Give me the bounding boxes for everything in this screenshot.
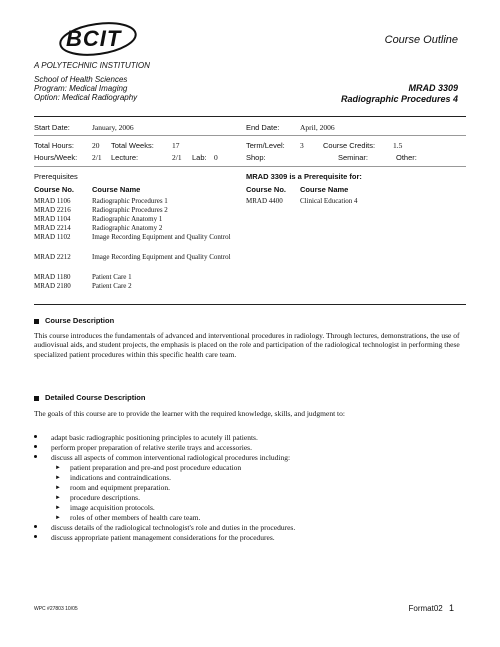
course-name: Radiographic Procedures 2 bbox=[92, 206, 168, 214]
total-weeks-value: 17 bbox=[172, 141, 180, 150]
lab-label: Lab: bbox=[192, 153, 207, 162]
list-item-text: adapt basic radiographic positioning principles to acutely ill patients. bbox=[51, 433, 258, 442]
prereq-table bbox=[34, 197, 234, 291]
page-number: 1 bbox=[448, 603, 454, 613]
end-date-label: End Date: bbox=[246, 123, 280, 132]
term-level-value: 3 bbox=[300, 141, 304, 150]
sub-list-item bbox=[34, 493, 454, 503]
goals-list bbox=[34, 433, 454, 543]
list-item bbox=[34, 453, 454, 463]
list-item bbox=[34, 533, 454, 543]
list-item bbox=[34, 433, 454, 443]
table-row bbox=[34, 233, 234, 251]
sub-list-item bbox=[34, 483, 454, 493]
list-item-text: discuss all aspects of common interventional radiological procedures including: bbox=[51, 453, 291, 462]
bullet-dot-icon bbox=[34, 445, 37, 448]
prereq-for-title: MRAD 3309 is a Prerequisite for: bbox=[246, 172, 362, 181]
total-hours-label: Total Hours: bbox=[34, 141, 75, 150]
detailed-intro: The goals of this course are to provide the learner with the required knowledge, skills, and judgment to: bbox=[34, 409, 345, 418]
footer-format: Format02 bbox=[408, 604, 443, 613]
start-date-value: January, 2006 bbox=[92, 123, 134, 132]
course-no: MRAD 1106 bbox=[34, 197, 71, 205]
detailed-description-heading bbox=[34, 393, 145, 402]
square-bullet-icon bbox=[34, 396, 39, 401]
course-outline-label: Course Outline bbox=[384, 34, 458, 46]
triangle-bullet-icon: ► bbox=[55, 465, 61, 471]
detailed-description-title: Detailed Course Description bbox=[45, 393, 146, 402]
sub-list-item-text: room and equipment preparation. bbox=[70, 483, 170, 492]
info-divider bbox=[34, 135, 466, 136]
sub-list-item-text: procedure descriptions. bbox=[70, 493, 140, 502]
prereq-col-name: Course Name bbox=[92, 185, 141, 194]
course-description-text: This course introduces the fundamentals of advanced and interventional procedures in radiology. Through lectures, demonstrations, the use of audiovisual aids, and student projects, the emphasis is placed on the role and participation of the radiological technologist in performing these specialized patient procedures within this specific health care team. bbox=[34, 331, 460, 359]
bullet-dot-icon bbox=[34, 455, 37, 458]
term-level-label: Term/Level: bbox=[246, 141, 285, 150]
course-description-title: Course Description bbox=[45, 316, 115, 325]
course-name: Clinical Education 4 bbox=[300, 197, 358, 205]
course-no: MRAD 2216 bbox=[34, 206, 71, 214]
credits-label: Course Credits: bbox=[323, 141, 376, 150]
triangle-bullet-icon: ► bbox=[55, 475, 61, 481]
institution-tagline: A POLYTECHNIC INSTITUTION bbox=[34, 61, 150, 70]
bcit-logo bbox=[58, 18, 138, 60]
course-no: MRAD 2212 bbox=[34, 253, 71, 261]
logo-text: BCIT bbox=[66, 26, 122, 51]
course-name: Radiographic Anatomy 1 bbox=[92, 215, 163, 223]
course-name: Patient Care 1 bbox=[92, 273, 132, 281]
list-item-text: discuss details of the radiological technologist's role and duties in the procedures. bbox=[51, 523, 296, 532]
sub-list-item-text: image acquisition protocols. bbox=[70, 503, 155, 512]
list-item-text: perform proper preparation of relative sterile trays and accessories. bbox=[51, 443, 252, 452]
sub-list-item-text: indications and contraindications. bbox=[70, 473, 172, 482]
course-name: Radiographic Anatomy 2 bbox=[92, 224, 163, 232]
total-hours-value: 20 bbox=[92, 141, 100, 150]
prereq-for-col-no: Course No. bbox=[246, 185, 287, 194]
course-no: MRAD 2214 bbox=[34, 224, 71, 232]
prereq-col-no: Course No. bbox=[34, 185, 75, 194]
course-name: Patient Care 2 bbox=[92, 282, 132, 290]
shop-label: Shop: bbox=[246, 153, 266, 162]
table-row bbox=[34, 224, 234, 233]
end-date-value: April, 2006 bbox=[300, 123, 335, 132]
sub-list-item bbox=[34, 473, 454, 483]
table-row bbox=[34, 282, 234, 291]
bullet-dot-icon bbox=[34, 535, 37, 538]
sub-list-item bbox=[34, 503, 454, 513]
list-item bbox=[34, 523, 454, 533]
seminar-label: Seminar: bbox=[338, 153, 369, 162]
square-bullet-icon bbox=[34, 319, 39, 324]
course-name: Image Recording Equipment and Quality Control bbox=[92, 233, 231, 241]
credits-value: 1.5 bbox=[393, 141, 403, 150]
list-item bbox=[34, 443, 454, 453]
footer-document-id: WPC #27803 10/05 bbox=[34, 606, 78, 612]
hours-week-value: 2/1 bbox=[92, 153, 102, 162]
sub-list-item bbox=[34, 463, 454, 473]
start-date-label: Start Date: bbox=[34, 123, 70, 132]
course-name: Image Recording Equipment and Quality Control bbox=[92, 253, 231, 261]
table-row bbox=[34, 197, 234, 206]
hours-week-label: Hours/Week: bbox=[34, 153, 78, 162]
sub-list-item-text: patient preparation and pre-and post procedure education bbox=[70, 463, 242, 472]
bullet-dot-icon bbox=[34, 435, 37, 438]
total-weeks-label: Total Weeks: bbox=[111, 141, 154, 150]
course-no: MRAD 4400 bbox=[246, 197, 283, 205]
course-heading bbox=[341, 83, 458, 105]
course-name: Radiographic Procedures 1 bbox=[92, 197, 168, 205]
prereq-divider bbox=[34, 304, 466, 305]
course-no: MRAD 1180 bbox=[34, 273, 71, 281]
triangle-bullet-icon: ► bbox=[55, 515, 61, 521]
triangle-bullet-icon: ► bbox=[55, 505, 61, 511]
table-row bbox=[34, 273, 234, 282]
table-row bbox=[34, 253, 234, 271]
school-name: School of Health Sciences bbox=[34, 75, 128, 84]
info-divider-2 bbox=[34, 166, 466, 167]
table-row bbox=[34, 215, 234, 224]
program-info bbox=[34, 75, 137, 102]
prereq-for-col-name: Course Name bbox=[300, 185, 349, 194]
course-description-heading bbox=[34, 316, 114, 325]
sub-list-item-text: roles of other members of health care team. bbox=[70, 513, 201, 522]
triangle-bullet-icon: ► bbox=[55, 495, 61, 501]
lecture-value: 2/1 bbox=[172, 153, 182, 162]
table-row bbox=[34, 206, 234, 215]
prerequisites-title: Prerequisites bbox=[34, 172, 78, 181]
lecture-label: Lecture: bbox=[111, 153, 139, 162]
lab-value: 0 bbox=[214, 153, 218, 162]
table-row bbox=[246, 197, 358, 205]
list-item-text: discuss appropriate patient management considerations for the procedures. bbox=[51, 533, 275, 542]
option-name: Option: Medical Radiography bbox=[34, 93, 138, 102]
bullet-dot-icon bbox=[34, 525, 37, 528]
course-title: Radiographic Procedures 4 bbox=[340, 94, 458, 104]
sub-list-item bbox=[34, 513, 454, 523]
course-no: MRAD 1104 bbox=[34, 215, 71, 223]
course-no: MRAD 1102 bbox=[34, 233, 71, 241]
other-label: Other: bbox=[396, 153, 417, 162]
program-name: Program: Medical Imaging bbox=[34, 84, 128, 93]
course-no: MRAD 2180 bbox=[34, 282, 71, 290]
footer-right bbox=[409, 603, 454, 613]
triangle-bullet-icon: ► bbox=[55, 485, 61, 491]
header-divider bbox=[34, 116, 466, 117]
course-code: MRAD 3309 bbox=[408, 83, 458, 93]
